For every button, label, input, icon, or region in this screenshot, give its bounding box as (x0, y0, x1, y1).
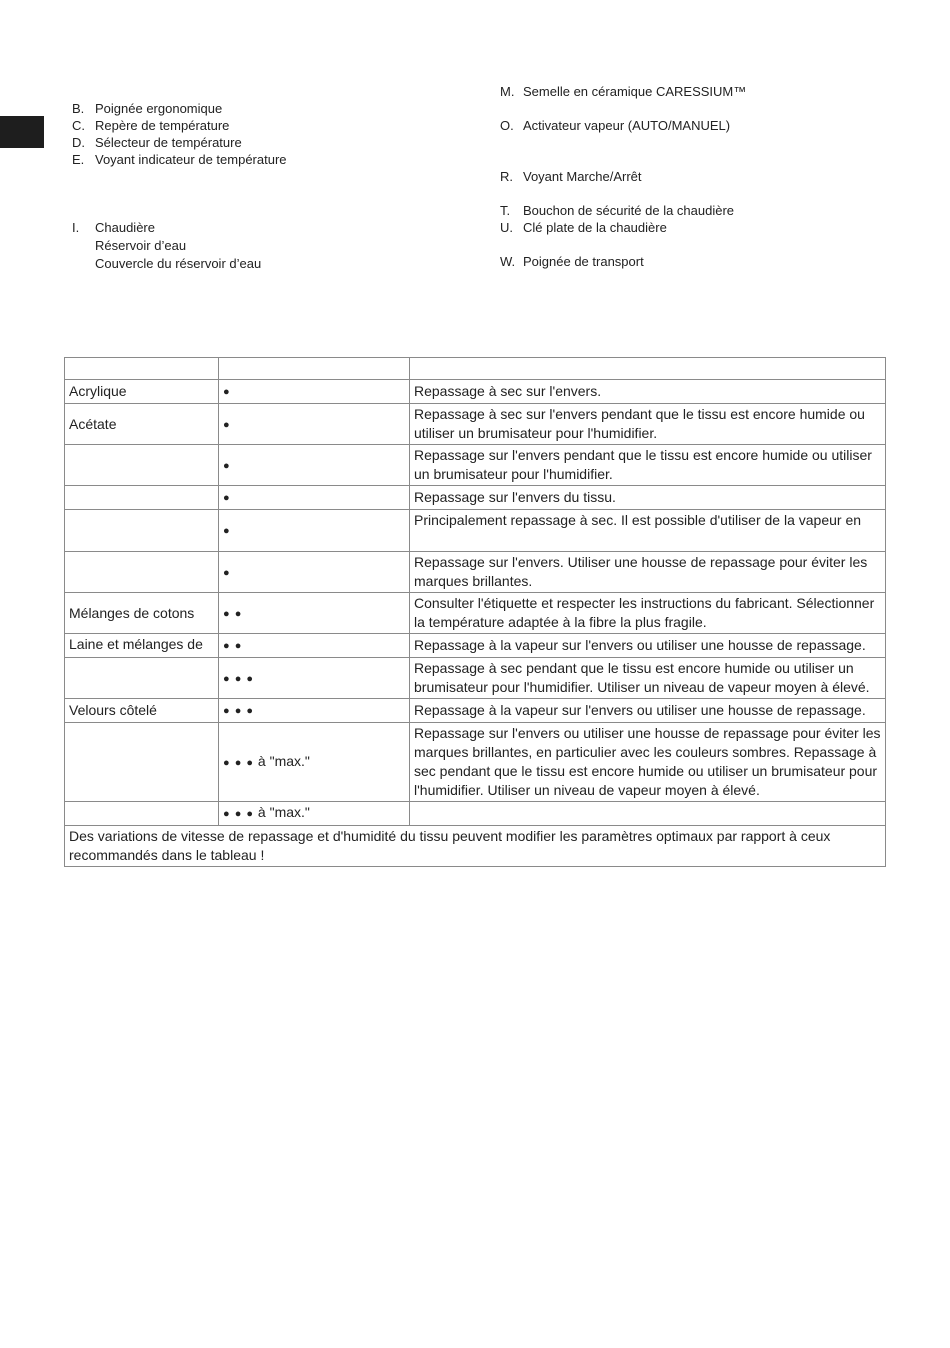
table-row (65, 802, 886, 826)
temperature-dots: ● (223, 566, 231, 579)
fabric-cell: Acrylique (65, 380, 219, 404)
temperature-cell (219, 593, 410, 634)
part-label: Sélecteur de température (95, 135, 242, 150)
advice-cell: Consulter l'étiquette et respecter les instructions du fabricant. Sélectionner la température adaptée à la fibre la plus fragile. (410, 593, 886, 634)
temperature-dots: ● ● (223, 640, 243, 652)
fabric-cell (65, 723, 219, 802)
part-letter: O. (500, 118, 514, 133)
part-label: Voyant indicateur de température (95, 152, 287, 167)
advice-cell: Repassage à sec pendant que le tissu est encore humide ou utiliser un brumisateur pour l'humidifier. Utiliser un niveau de vapeur moyen à élevé. (410, 658, 886, 699)
part-label: Poignée ergonomique (95, 101, 223, 116)
temperature-dots: ● (223, 418, 231, 431)
advice-cell: Principalement repassage à sec. Il est possible d'utiliser de la vapeur en (410, 510, 886, 552)
fabric-cell (65, 445, 219, 486)
page-tab-marker (0, 116, 44, 148)
advice-cell (410, 802, 886, 826)
temperature-cell (219, 552, 410, 593)
advice-cell: Repassage à la vapeur sur l'envers ou utiliser une housse de repassage. (410, 634, 886, 658)
table-row (65, 380, 886, 404)
part-label: Voyant Marche/Arrêt (523, 169, 642, 184)
temperature-dots: ● ● ● (223, 672, 255, 685)
temperature-dots: ● (223, 459, 231, 472)
temperature-cell (219, 658, 410, 699)
fabric-cell: Laine et mélanges de (65, 634, 219, 658)
temperature-dots: ● (223, 525, 231, 537)
part-label: Semelle en céramique CARESSIUM™ (523, 84, 747, 99)
temperature-dots: ● (223, 492, 231, 504)
temperature-dots: ● (223, 386, 231, 398)
part-letter: C. (72, 118, 85, 133)
fabric-cell (65, 486, 219, 510)
part-label: Repère de température (95, 118, 230, 133)
temperature-cell (219, 723, 410, 802)
temperature-cell (219, 380, 410, 404)
part-letter: E. (72, 152, 85, 167)
part-label: Chaudière (95, 220, 155, 235)
table-row (65, 658, 886, 699)
part-letter: D. (72, 135, 85, 150)
table-row (65, 404, 886, 445)
temperature-cell (219, 634, 410, 658)
advice-cell: Repassage à sec sur l'envers pendant que le tissu est encore humide ou utiliser un brumisateur pour l'humidifier. (410, 404, 886, 445)
temperature-dots: ● ● ● (223, 705, 255, 717)
temperature-cell (219, 404, 410, 445)
part-letter: B. (72, 101, 85, 116)
ironing-guide-table (64, 357, 886, 867)
advice-cell: Repassage sur l'envers du tissu. (410, 486, 886, 510)
part-label: Couvercle du réservoir d’eau (95, 256, 262, 271)
fabric-cell (65, 510, 219, 552)
advice-cell: Repassage à sec sur l'envers. (410, 380, 886, 404)
part-letter: R. (500, 169, 513, 184)
part-letter: M. (500, 84, 515, 99)
temperature-suffix: à "max." (254, 752, 310, 769)
advice-cell: Repassage à la vapeur sur l'envers ou utiliser une housse de repassage. (410, 699, 886, 723)
table-row (65, 634, 886, 658)
temperature-cell (219, 486, 410, 510)
part-label: Réservoir d’eau (95, 238, 187, 253)
part-label: Bouchon de sécurité de la chaudière (523, 203, 735, 218)
table-row (65, 593, 886, 634)
header-temperature (219, 358, 410, 380)
advice-cell: Repassage sur l'envers pendant que le tissu est encore humide ou utiliser un brumisateur pour l'humidifier. (410, 445, 886, 486)
temperature-dots: ● ● (223, 607, 243, 620)
temperature-dots: ● ● ● (223, 808, 255, 820)
table-row (65, 699, 886, 723)
header-advice (410, 358, 886, 380)
part-letter: T. (500, 203, 511, 218)
fabric-cell (65, 802, 219, 826)
fabric-cell (65, 658, 219, 699)
table-row (65, 552, 886, 593)
fabric-cell: Mélanges de cotons (65, 593, 219, 634)
table-row (65, 510, 886, 552)
part-label: Poignée de transport (523, 254, 644, 269)
part-label: Activateur vapeur (AUTO/MANUEL) (523, 118, 731, 133)
temperature-cell (219, 510, 410, 552)
advice-cell: Repassage sur l'envers ou utiliser une housse de repassage pour éviter les marques brillantes, en particulier avec les couleurs sombres. Repassage à sec pendant que le tissu est encore humide ou utiliser un brumisateur pour l'humidifier. Utiliser un niveau de vapeur moyen à élevé. (410, 723, 886, 802)
advice-cell: Repassage sur l'envers. Utiliser une housse de repassage pour éviter les marques brillantes. (410, 552, 886, 593)
table-row (65, 486, 886, 510)
table-footer-row (65, 826, 886, 867)
temperature-cell (219, 445, 410, 486)
temperature-cell (219, 802, 410, 826)
temperature-suffix: à "max." (254, 804, 310, 820)
table-header-row (65, 358, 886, 380)
part-letter: W. (500, 254, 516, 269)
temperature-dots: ● ● ● (223, 756, 255, 769)
table-row (65, 723, 886, 802)
table-row (65, 445, 886, 486)
part-letter: U. (500, 220, 513, 235)
header-fabric (65, 358, 219, 380)
fabric-cell (65, 552, 219, 593)
fabric-cell: Velours côtelé (65, 699, 219, 723)
table-footer-note: Des variations de vitesse de repassage et d'humidité du tissu peuvent modifier les paramètres optimaux par rapport à ceux recommandés dans le tableau ! (65, 826, 886, 867)
fabric-cell: Acétate (65, 404, 219, 445)
temperature-cell (219, 699, 410, 723)
part-label: Clé plate de la chaudière (523, 220, 667, 235)
part-letter: I. (72, 220, 80, 235)
